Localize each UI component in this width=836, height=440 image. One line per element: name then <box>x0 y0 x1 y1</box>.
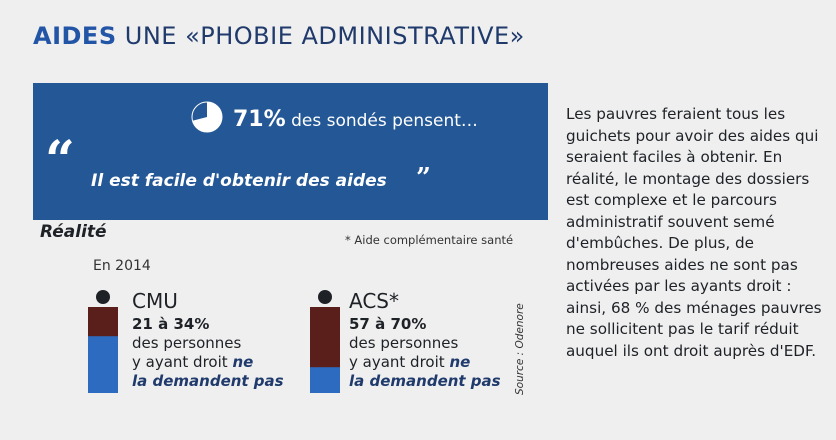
acs-description <box>349 315 501 391</box>
page-title <box>33 22 525 50</box>
footnote: * Aide complémentaire santé <box>345 233 514 247</box>
acs-line3: la demandent pas <box>349 372 501 390</box>
cmu-title: CMU <box>132 289 178 313</box>
person-icon-acs <box>306 289 344 393</box>
acs-line2: y ayant droit <box>349 353 445 371</box>
quote-banner <box>33 83 548 220</box>
acs-line1: des personnes <box>349 334 459 352</box>
quote-text: Il est facile d'obtenir des aides <box>91 171 387 191</box>
title-rest: UNE «PHOBIE ADMINISTRATIVE» <box>124 22 525 50</box>
person-icon-cmu <box>84 289 122 393</box>
acs-range: 57 à 70% <box>349 315 427 333</box>
source-credit: Source : Odenore <box>514 303 526 395</box>
reality-label: Réalité <box>40 222 107 242</box>
acs-title: ACS* <box>349 289 399 313</box>
person-fill-0 <box>88 307 118 336</box>
survey-percent: 71% <box>233 107 286 132</box>
cmu-line2: y ayant droit <box>132 353 228 371</box>
sidebar-paragraph: Les pauvres feraient tous les guichets pour avoir des aides qui seraient faciles à obtenir. En réalité, le montage des dossiers est complexe et le parcours administratif souvent semé d'embûches. De plus, de nombreuses aides ne sont pas activées par les ayants droit : ainsi, 68 % des ménages pauvres ne sollicitent pas le tarif réduit auquel ils ont droit auprès d'EDF. <box>566 105 822 360</box>
open-quote-mark: “ <box>45 130 75 191</box>
survey-stat <box>233 107 478 132</box>
year-label: En 2014 <box>93 258 151 274</box>
title-keyword: AIDES <box>33 22 117 50</box>
survey-text: des sondés pensent… <box>291 111 478 131</box>
pie-chart-icon <box>191 101 223 133</box>
close-quote-mark: ” <box>416 163 431 193</box>
cmu-description <box>132 315 284 391</box>
cmu-line1: des personnes <box>132 334 242 352</box>
cmu-range: 21 à 34% <box>132 315 210 333</box>
cmu-ne: ne <box>232 353 254 371</box>
acs-ne: ne <box>449 353 471 371</box>
person-fill-1 <box>310 307 340 367</box>
cmu-line3: la demandent pas <box>132 372 284 390</box>
